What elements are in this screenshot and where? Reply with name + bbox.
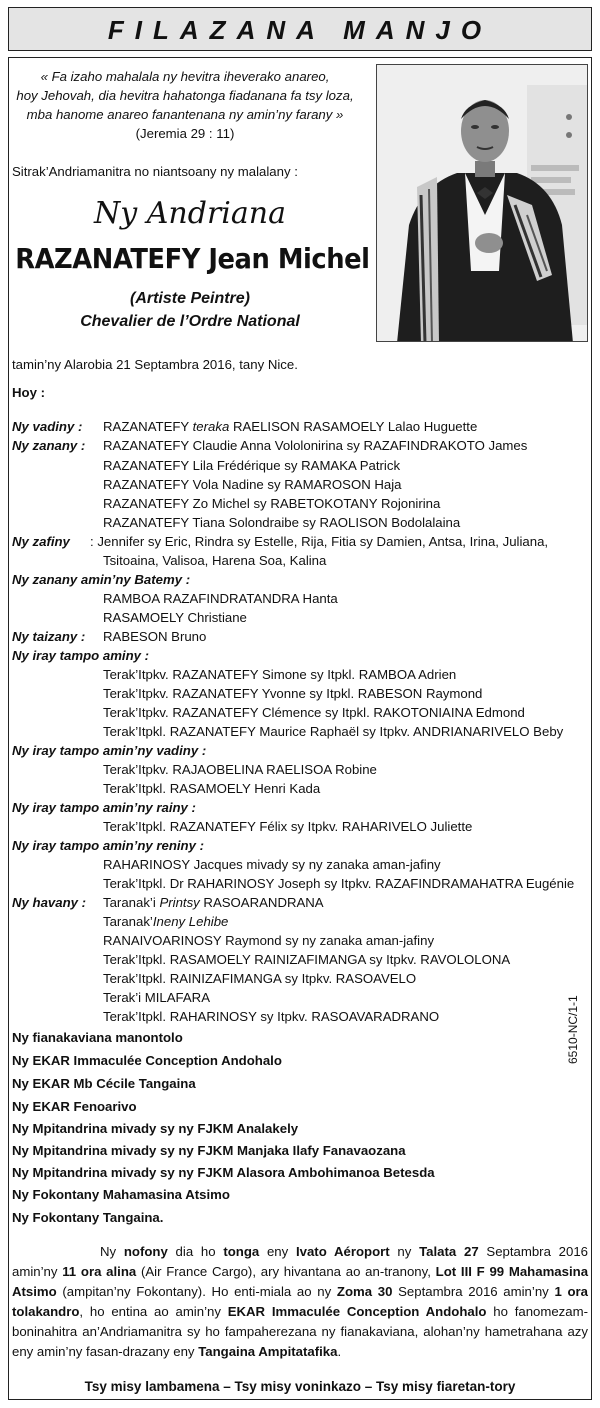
funeral-paragraph: Ny nofony dia ho tonga eny Ivato Aéroport ny Talata 27 Septambra 2016 amin’ny 11 ora alina (Air France Cargo), ary hivantana ao an-tranony, Lot III F 99 Mahamasina Atsimo (ampitan’ny Fokontany). Ho enti-miala ao ny Zoma 30 Septambra 2016 amin’ny 1 ora tolakandro, ho entina ao amin’ny EKAR Immaculée Conception Andohalo ho fanomezam-boninahitra an’Andriamanitra sy ho fampaherezana ny fianakaviana, alohan’ny hametrahana azy eny amin’ny fasan-drazany eny Tangaina Ampitatafika. <box>12 1244 589 1359</box>
family-label-zafiny: Ny zafiny <box>12 534 70 549</box>
family-entry: Terak’Itpkl. RASAMOELY Henri Kada <box>103 781 321 796</box>
honorific: Ny Andriana <box>94 196 286 231</box>
organization: Ny Mpitandrina mivady sy ny FJKM Analakely <box>12 1121 299 1136</box>
quote-line: mba hanome anareo fanantenana ny amin’ny farany » <box>26 107 344 122</box>
closing-note: Tsy misy lambamena – Tsy misy voninkazo – Tsy misy fiaretan-tory <box>84 1379 516 1394</box>
family-entry: Terak’Itpkl. Dr RAHARINOSY Joseph sy Itpkv. RAZAFINDRAMAHATRA Eugénie <box>103 876 575 891</box>
family-entry: Tsitoaina, Valisoa, Harena Soa, Kalina <box>103 553 327 568</box>
family-entry: RABESON Bruno <box>103 629 207 644</box>
family-entry: : Jennifer sy Eric, Rindra sy Estelle, Rija, Fitia sy Damien, Antsa, Irina, Juliana, <box>90 534 549 549</box>
family-label-zanany-batemy: Ny zanany amin’ny Batemy : <box>12 572 191 587</box>
quote-line: « Fa izaho mahalala ny hevitra iheverako anareo, <box>40 69 330 84</box>
family-entry: Taranak’i Printsy RASOARANDRANA <box>103 895 324 910</box>
family-label-vadiny: Ny vadiny : <box>12 419 83 434</box>
reference-code: 6510-NC/1-1 <box>566 995 580 1064</box>
family-entry: RAMBOA RAZAFINDRATANDRA Hanta <box>103 591 338 606</box>
notice-header <box>8 7 592 51</box>
deceased-distinction: Chevalier de l’Ordre National <box>80 313 300 330</box>
family-entry: RASAMOELY Christiane <box>103 610 247 625</box>
organization: Ny fianakaviana manontolo <box>12 1030 183 1045</box>
family-entry: Terak’Itpkl. RAZANATEFY Félix sy Itpkv. RAHARIVELO Juliette <box>103 819 473 834</box>
organization: Ny Fokontany Tangaina. <box>12 1210 164 1225</box>
family-label-zanany: Ny zanany : <box>12 438 86 453</box>
quote-reference: (Jeremia 29 : 11) <box>135 126 235 141</box>
family-entry: Terak’Itpkl. RAZANATEFY Maurice Raphaël sy Itpkv. ANDRIANARIVELO Beby <box>103 724 564 739</box>
family-entry: RAZANATEFY Zo Michel sy RABETOKOTANY Rojonirina <box>103 496 441 511</box>
family-entry: RAZANATEFY teraka RAELISON RASAMOELY Lalao Huguette <box>103 419 478 434</box>
family-entry: RAZANATEFY Vola Nadine sy RAMAROSON Haja <box>103 477 402 492</box>
family-label-havany: Ny havany : <box>12 895 87 910</box>
family-entry: Terak’Itpkv. RAJAOBELINA RAELISOA Robine <box>103 762 377 777</box>
family-entry: RAZANATEFY Claudie Anna Vololonirina sy RAZAFINDRAKOTO James <box>103 438 528 453</box>
family-label-taizany: Ny taizany : <box>12 629 86 644</box>
family-entry: Terak’Itpkv. RAZANATEFY Simone sy Itpkl. RAMBOA Adrien <box>103 667 457 682</box>
organization: Ny Mpitandrina mivady sy ny FJKM Manjaka Ilafy Fanavaozana <box>12 1143 406 1158</box>
organization: Ny Mpitandrina mivady sy ny FJKM Alasora Ambohimanoa Betesda <box>12 1165 435 1180</box>
family-entry: Terak’i MILAFARA <box>103 990 210 1005</box>
family-entry: RANAIVOARINOSY Raymond sy ny zanaka aman-jafiny <box>103 933 435 948</box>
quote-line: hoy Jehovah, dia hevitra hahatonga fiadanana fa tsy loza, <box>16 88 354 103</box>
organization: Ny EKAR Fenoarivo <box>12 1099 137 1114</box>
family-entry: RAZANATEFY Tiana Solondraibe sy RAOLISON Bodolalaina <box>103 515 461 530</box>
organization: Ny EKAR Immaculée Conception Andohalo <box>12 1053 282 1068</box>
family-label-iray-tampo-reniny: Ny iray tampo amin’ny reniny : <box>12 838 205 853</box>
death-date: tamin’ny Alarobia 21 Septambra 2016, tany Nice. <box>12 357 298 372</box>
hoy-label: Hoy : <box>12 385 45 400</box>
deceased-title: (Artiste Peintre) <box>129 290 251 307</box>
family-entry: Terak’Itpkl. RAINIZAFIMANGA sy Itpkv. RASOAVELO <box>103 971 417 986</box>
family-entry: Terak’Itpkv. RAZANATEFY Clémence sy Itpkl. RAKOTONIAINA Edmond <box>103 705 525 720</box>
notice-title: FILAZANA MANJO <box>107 15 493 45</box>
family-label-iray-tampo: Ny iray tampo aminy : <box>12 648 150 663</box>
family-label-iray-tampo-vadiny: Ny iray tampo amin’ny vadiny : <box>12 743 207 758</box>
organization: Ny EKAR Mb Cécile Tangaina <box>12 1076 196 1091</box>
family-entry: Terak’Itpkl. RASAMOELY RAINIZAFIMANGA sy Itpkv. RAVOLOLONA <box>103 952 511 967</box>
bible-quote <box>0 67 370 143</box>
deceased-name: RAZANATEFY Jean Michel <box>15 242 370 275</box>
organization: Ny Fokontany Mahamasina Atsimo <box>12 1187 230 1202</box>
family-label-iray-tampo-rainy: Ny iray tampo amin’ny rainy : <box>12 800 196 815</box>
family-entry: Terak’Itpkv. RAZANATEFY Yvonne sy Itpkl. RABESON Raymond <box>103 686 483 701</box>
family-entry: RAZANATEFY Lila Frédérique sy RAMAKA Patrick <box>103 458 401 473</box>
family-entry: Terak’Itpkl. RAHARINOSY sy Itpkv. RASOAVARADRANO <box>103 1009 440 1024</box>
family-entry: Taranak’Ineny Lehibe <box>103 914 229 929</box>
intro-text: Sitrak’Andriamanitra no niantsoany ny malalany : <box>12 164 298 179</box>
portrait-photo <box>376 64 588 342</box>
family-entry: RAHARINOSY Jacques mivady sy ny zanaka aman-jafiny <box>103 857 441 872</box>
